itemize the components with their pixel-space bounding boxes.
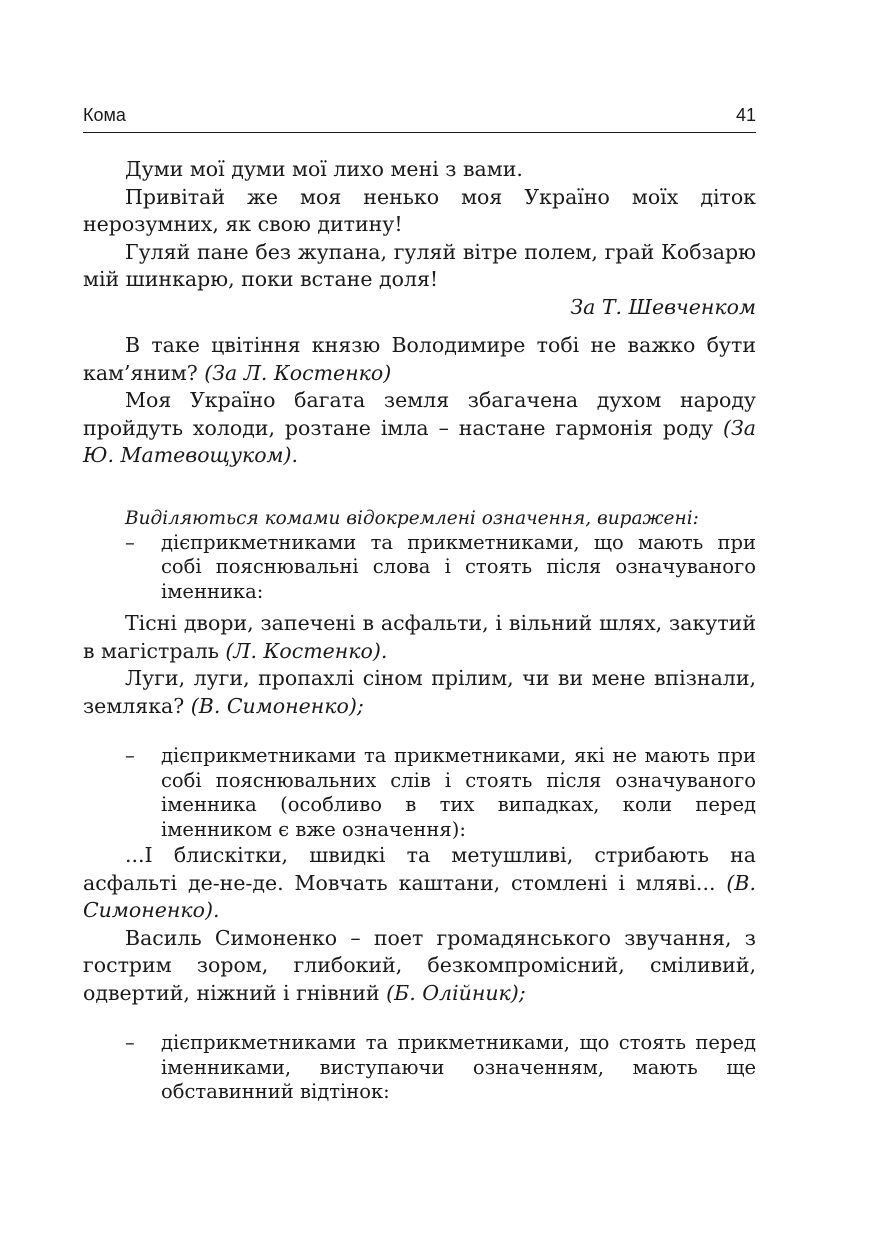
example-paragraph [83, 332, 756, 387]
example-text: В таке цвітіння князю Володимире тобі не важко бути кам’яним? [83, 333, 756, 385]
running-title: Кома [83, 105, 126, 125]
example-paragraph [83, 925, 756, 1008]
rule-heading: Виділяються комами відокремлені означення, виражені: [125, 507, 699, 529]
example-text: Моя Україно багата земля збагачена духом народу пройдуть холоди, розтане імла – настане гармонія роду [83, 388, 756, 440]
poem-line: Гуляй пане без жупана, гуляй вітре полем, грай Кобзарю мій шинкарю, поки встане доля! [83, 239, 756, 291]
example-source: (В. Симоненко). [83, 870, 756, 922]
example-paragraph [83, 610, 756, 665]
example-source: (За Л. Костенко) [204, 360, 392, 385]
dash-marker: – [125, 530, 135, 554]
example-text: ...І блискітки, швидкі та метушливі, стрибають на асфальті де-не-де. Мовчать каштани, стомлені і мляві... [83, 843, 756, 895]
source-attribution: За Т. Шевченком [570, 294, 756, 319]
example-text: Луги, луги, пропахлі сіном прілим, чи ви мене впізнали, земляка? [83, 666, 756, 718]
rule-item-text: дієприкметниками та прикметниками, що мають при собі пояснювальні слова і стоять після означуваного іменника: [161, 530, 756, 603]
page-number: 41 [735, 105, 756, 125]
rule-item-text: дієприкметниками та прикметниками, що стоять перед іменниками, виступаючи означенням, мають ще обставинний відтінок: [161, 1031, 756, 1103]
example-text: Василь Симоненко – поет громадянського звучання, з гострим зором, глибокий, безкомпромісний, сміливий, одвертий, ніжний і гнівний [83, 925, 756, 1005]
example-source: (За Ю. Матевощуком). [83, 415, 756, 467]
rule-item [83, 531, 756, 605]
rule-item [83, 744, 756, 842]
dash-marker: – [125, 1031, 135, 1054]
dash-marker: – [125, 744, 135, 767]
rule-item [83, 1031, 756, 1105]
example-source: (Б. Олійник); [386, 980, 526, 1005]
page-header [83, 102, 756, 133]
example-paragraph [83, 842, 756, 925]
example-text: Тісні двори, запечені в асфальти, і вільний шлях, закутий в магістраль [83, 611, 756, 663]
poem-line: Думи мої думи мої лихо мені з вами. [125, 157, 523, 181]
page-content [83, 156, 756, 1105]
example-paragraph [83, 387, 756, 470]
example-source: (В. Симоненко); [190, 693, 364, 718]
example-paragraph [83, 665, 756, 720]
rule-item-text: дієприкметниками та прикметниками, які не мають при собі пояснювальних слів і стоять після означуваного іменника (особливо в тих випадках, коли перед іменником є вже означення): [161, 744, 756, 841]
poem-line: Привітай же моя ненько моя Україно моїх діток нерозумних, як свою дитину! [83, 184, 756, 236]
example-source: (Л. Костенко). [225, 638, 388, 663]
